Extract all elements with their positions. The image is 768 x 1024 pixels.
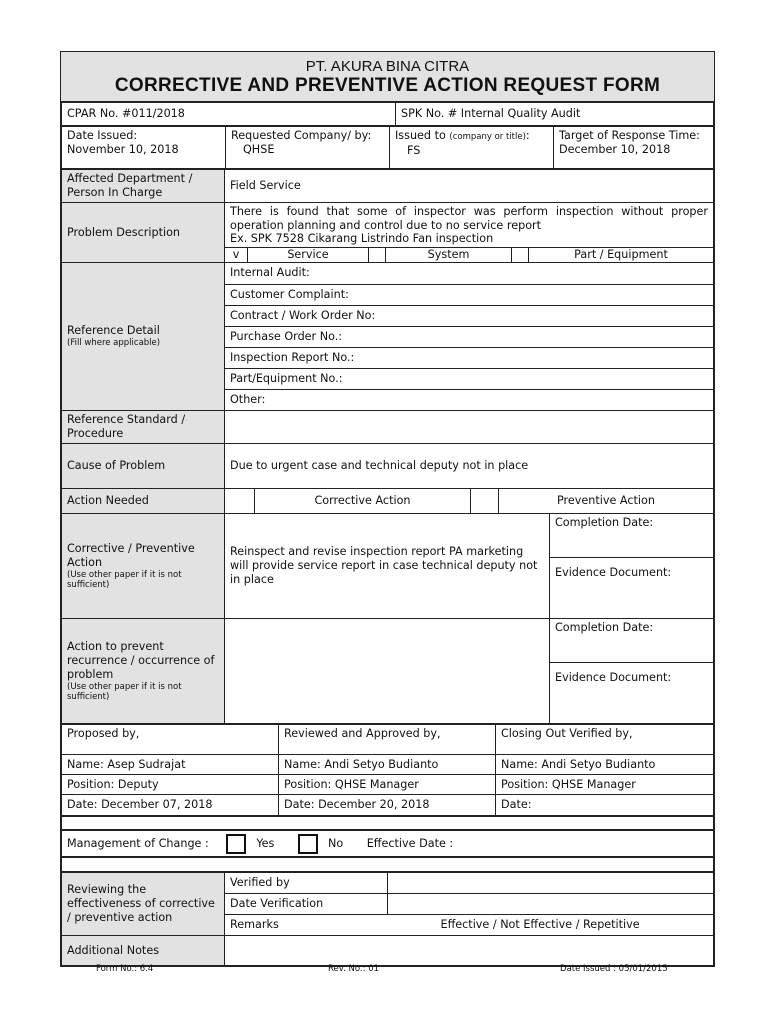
cp-completion-date: Completion Date:: [550, 514, 713, 558]
moc-no-checkbox[interactable]: [298, 834, 318, 854]
cp-action-grid: [225, 514, 713, 618]
company-name: PT. AKURA BINA CITRA: [305, 58, 470, 75]
moc-no-label: No: [327, 836, 344, 850]
prevent-evidence-document: Evidence Document:: [555, 671, 672, 684]
reference-item-internal-audit: Internal Audit:: [225, 263, 713, 284]
spacer-row-1: [61, 816, 714, 830]
spacer-cell: [62, 858, 714, 872]
reference-item-part-equipment: Part/Equipment No.:: [225, 368, 713, 389]
reference-hint: (Fill where applicable): [67, 338, 161, 349]
service-label: Service: [248, 247, 369, 262]
moc-effective-date: Effective Date :: [366, 836, 454, 850]
requested-cell: [226, 127, 390, 169]
closing-label: Closing Out Verified by,: [496, 725, 714, 755]
reviewed-date: Date: December 20, 2018: [279, 795, 496, 816]
standard-value: [225, 411, 714, 444]
dates-table: [61, 126, 714, 169]
proposed-date: Date: December 07, 2018: [62, 795, 279, 816]
cpar-number: CPAR No. #011/2018: [62, 103, 396, 126]
closing-date: Date:: [496, 795, 714, 816]
review-date-label: Date Verification: [225, 894, 388, 915]
footer-date-issued: Date Issued : 05/01/2015: [560, 964, 668, 974]
issued-to-label: Issued to: [395, 129, 446, 142]
prevent-label-cell: [62, 619, 225, 724]
spacer-cell: [62, 817, 714, 830]
cause-value: Due to urgent case and technical deputy not in place: [225, 444, 714, 489]
cp-action-value: Reinspect and revise inspection report PA marketing will provide service report in case technical deputy not in place: [225, 514, 550, 618]
reference-item-customer-complaint: Customer Complaint:: [225, 284, 713, 305]
action-needed-options: [225, 489, 713, 513]
form-title: CORRECTIVE AND PREVENTIVE ACTION REQUEST FORM: [114, 75, 661, 96]
date-issued-value: November 10, 2018: [67, 143, 179, 156]
signoff-table: [61, 724, 714, 816]
date-issued-label: Date Issued:: [67, 129, 138, 142]
standard-label: Reference Standard / Procedure: [62, 411, 225, 444]
issued-to-hint: (company or title): [449, 132, 526, 142]
form-sheet: [60, 51, 715, 967]
spacer-row-2: [61, 857, 714, 872]
reference-item-purchase-order: Purchase Order No.:: [225, 326, 713, 347]
main-table: [61, 169, 714, 724]
footer-form-no: Form No.: 6.4: [96, 964, 154, 974]
problem-line2: Ex. SPK 7528 Cikarang Listrindo Fan inspection: [230, 232, 494, 245]
closing-position: Position: QHSE Manager: [496, 775, 714, 795]
moc-label: Management of Change :: [67, 836, 209, 850]
reviewed-position: Position: QHSE Manager: [279, 775, 496, 795]
problem-category-table: [225, 247, 713, 263]
cp-action-cell: [225, 514, 714, 619]
review-verified-label: Verified by: [225, 873, 388, 894]
review-label: Reviewing the effectiveness of corrective / preventive action: [62, 873, 225, 936]
spk-number: SPK No. # Internal Quality Audit: [396, 103, 714, 126]
part-label: Part / Equipment: [529, 247, 714, 262]
prevent-dates: [550, 619, 714, 723]
notes-value: [225, 936, 714, 966]
cpar-form: [60, 51, 715, 967]
cp-evidence-document: Evidence Document:: [555, 566, 672, 579]
cause-label: Cause of Problem: [62, 444, 225, 489]
review-table: [61, 872, 714, 966]
reference-items: [225, 263, 713, 410]
moc-yes-label: Yes: [256, 836, 275, 850]
reference-items-cell: [225, 263, 714, 411]
preventive-label: Preventive Action: [557, 494, 655, 507]
form-header: [61, 52, 714, 102]
moc-row: [62, 831, 714, 857]
cp-action-label: Corrective / Preventive Action: [67, 541, 195, 569]
cp-action-dates: [550, 514, 714, 618]
corrective-checkbox: [225, 489, 255, 513]
review-remarks-options: Effective / Not Effective / Repetitive: [388, 915, 714, 936]
target-cell: [554, 127, 714, 169]
moc-table: [61, 830, 714, 857]
reference-label-cell: [62, 263, 225, 411]
system-label: System: [386, 247, 512, 262]
proposed-position: Position: Deputy: [62, 775, 279, 795]
preventive-checkbox: [471, 489, 499, 513]
prevent-label: Action to prevent recurrence / occurrence of problem: [67, 639, 215, 681]
affected-label: Affected Department / Person In Charge: [62, 170, 225, 203]
corrective-label: Corrective Action: [255, 489, 471, 513]
problem-label: Problem Description: [62, 203, 225, 263]
reference-item-contract: Contract / Work Order No:: [225, 305, 713, 326]
issued-to-line: [395, 129, 548, 144]
proposed-name: Name: Asep Sudrajat: [62, 755, 279, 775]
affected-value: Field Service: [225, 170, 714, 203]
notes-label: Additional Notes: [62, 936, 225, 966]
proposed-label: Proposed by,: [62, 725, 279, 755]
requested-value: QHSE: [243, 143, 275, 156]
target-value: December 10, 2018: [559, 143, 671, 156]
reference-item-inspection-report: Inspection Report No.:: [225, 347, 713, 368]
id-table: [61, 102, 714, 126]
service-mark: v: [225, 247, 248, 262]
issued-to-colon: :: [525, 129, 530, 142]
reviewed-label: Reviewed and Approved by,: [279, 725, 496, 755]
action-needed-cell: [225, 489, 714, 514]
review-verified-value: [388, 873, 714, 894]
cp-action-hint: (Use other paper if it is not sufficient): [67, 569, 182, 590]
footer-rev-no: Rev. No.: 01: [328, 964, 380, 974]
requested-label: Requested Company/ by:: [231, 129, 372, 142]
prevent-hint: (Use other paper if it is not sufficient): [67, 681, 182, 702]
reference-item-other: Other:: [225, 389, 713, 410]
action-needed-label: Action Needed: [62, 489, 225, 514]
prevent-value: [225, 619, 550, 723]
target-label: Target of Response Time:: [559, 129, 700, 142]
review-date-value: [388, 894, 714, 915]
review-remarks-label: Remarks: [225, 915, 388, 936]
date-issued-cell: [62, 127, 226, 169]
prevent-cell: [225, 619, 714, 724]
moc-yes-checkbox[interactable]: [226, 834, 246, 854]
part-mark: [512, 247, 529, 262]
issued-to-cell: [390, 127, 554, 169]
problem-line1: There is found that some of inspector was perform inspection without proper operation planning and control due to no service report: [230, 205, 708, 232]
system-mark: [369, 247, 386, 262]
closing-name: Name: Andi Setyo Budianto: [496, 755, 714, 775]
prevent-grid: [225, 619, 713, 723]
reviewed-name: Name: Andi Setyo Budianto: [279, 755, 496, 775]
problem-cell: [225, 203, 714, 263]
reference-label: Reference Detail: [67, 324, 160, 338]
cp-action-label-cell: [62, 514, 225, 619]
form-footer: [60, 964, 715, 976]
issued-to-value: FS: [407, 144, 421, 157]
prevent-completion-date: Completion Date:: [550, 619, 713, 663]
